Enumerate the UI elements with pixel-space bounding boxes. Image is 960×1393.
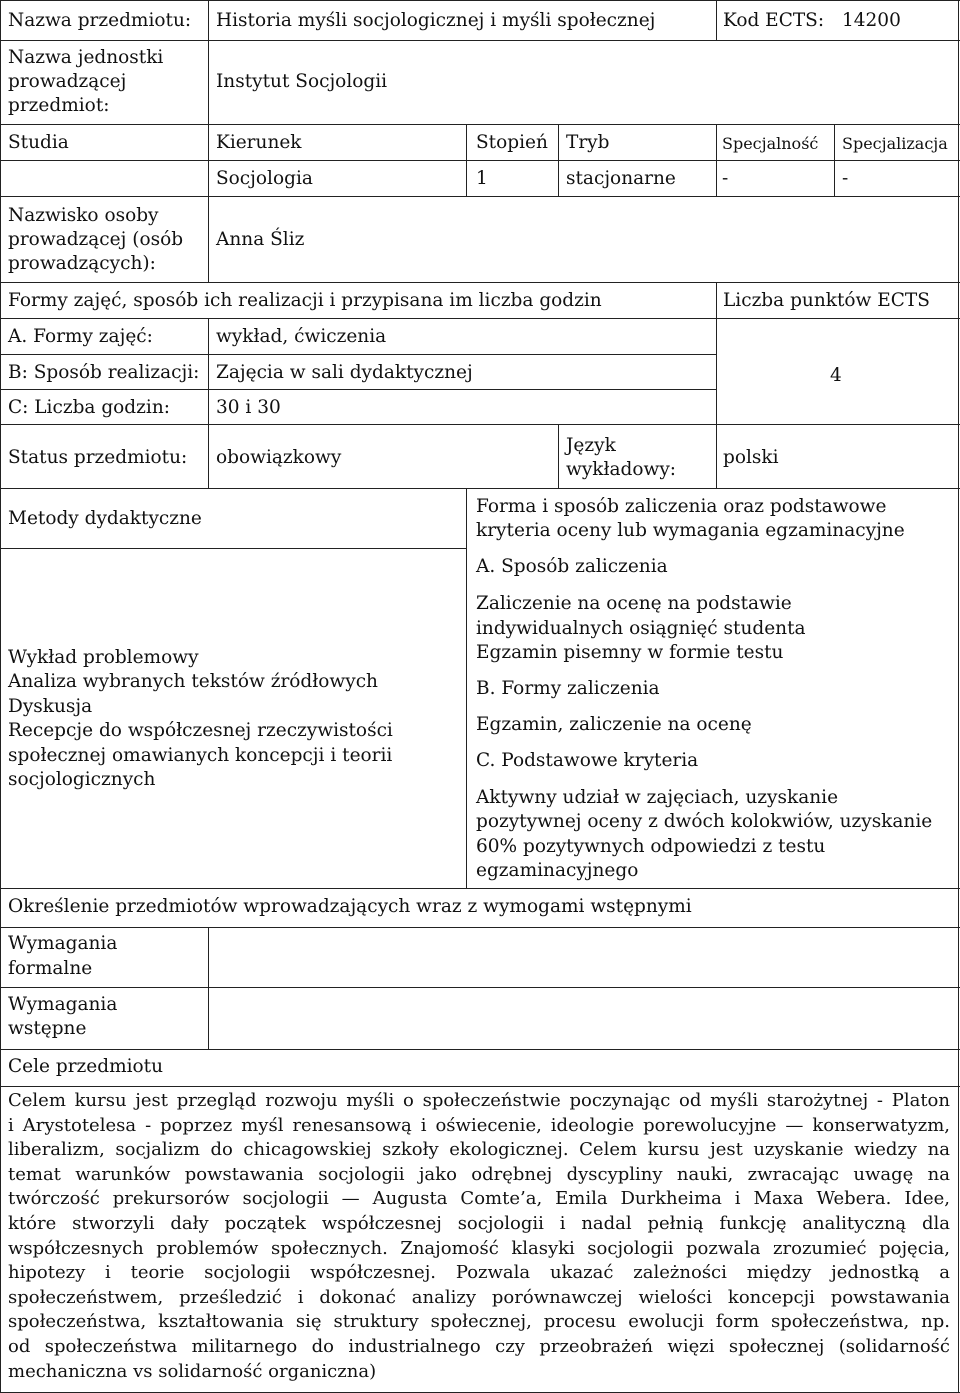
forms-a-label: A. Formy zajęć:	[8, 326, 153, 347]
ects-code-label: Kod ECTS:	[723, 10, 825, 31]
goals-line: mechaniczna vs solidarność organiczna)	[8, 1360, 377, 1382]
formal-requirements-line: Wymagania	[8, 933, 118, 954]
goals-line: i Arystotelesa - poprzez myśl renesansową i oświecenie, ideologie porewolucyjne — konserwatyzm,	[8, 1114, 950, 1136]
forms-a-value: wykład, ćwiczenia	[216, 326, 387, 347]
forms-c-label: C: Liczba godzin:	[8, 397, 170, 418]
assessment-a-line: Egzamin pisemny w formie testu	[476, 642, 784, 663]
formal-requirements-line: formalne	[8, 958, 93, 979]
list-item: społecznej omawianych koncepcji i teorii	[8, 745, 393, 766]
language-label-line: Język	[566, 435, 616, 456]
goals-line: twórczość prekursorów socjologii — Augusta Comte’a, Emila Durkheima i Maxa Webera. Idee,	[8, 1188, 950, 1210]
goals-line: od społeczeństwa militarnego do industrialnego czy przeobrażeń więzi społecznej (solidarność	[8, 1335, 950, 1357]
unit-label-line: prowadzącej	[8, 71, 127, 92]
list-item: Wykład problemowy	[8, 647, 199, 668]
lecturer-label-line: Nazwisko osoby	[8, 205, 159, 226]
initial-requirements-line: Wymagania	[8, 994, 118, 1015]
language-value: polski	[723, 447, 779, 468]
lecturer-label-line: prowadzących):	[8, 253, 156, 274]
ects-code: 14200	[842, 10, 901, 31]
goals-line: które stworzyli dały początek współczesnej socjologii i nadal pełnią funkcję analityczną dla	[8, 1212, 950, 1234]
lecturer-label-line: prowadzącej (osób	[8, 229, 184, 250]
subject-name: Historia myśli socjologicznej i myśli społecznej	[216, 10, 656, 31]
tryb-header: Tryb	[566, 132, 610, 153]
ects-points-value: 4	[830, 365, 842, 386]
specjalizacja-value: -	[842, 168, 849, 189]
assessment-c-line: Aktywny udział w zajęciach, uzyskanie	[476, 787, 839, 808]
forms-b-value: Zajęcia w sali dydaktycznej	[216, 362, 473, 383]
prerequisites-heading: Określenie przedmiotów wprowadzających wraz z wymogami wstępnymi	[8, 896, 692, 917]
assessment-heading-line: kryteria oceny lub wymagania egzaminacyjne	[476, 520, 905, 541]
stopien-value: 1	[476, 168, 488, 189]
forms-b-label: B: Sposób realizacji:	[8, 362, 200, 383]
kierunek-value: Socjologia	[216, 168, 313, 189]
assessment-b-value: Egzamin, zaliczenie na ocenę	[476, 714, 752, 735]
assessment-c-line: egzaminacyjnego	[476, 860, 639, 881]
assessment-a-line: Zaliczenie na ocenę na podstawie	[476, 593, 792, 614]
unit-label-line: Nazwa jednostki	[8, 47, 164, 68]
kierunek-header: Kierunek	[216, 132, 302, 153]
forms-c-value: 30 i 30	[216, 397, 281, 418]
unit-value: Instytut Socjologii	[216, 71, 388, 92]
goals-line: społeczeństwa, kształtowania się struktury społecznej, procesu ewolucji form społeczeństwa, np.	[8, 1311, 950, 1333]
goals-paragraph	[8, 1089, 950, 1384]
goals-line: hipotezy i teorie socjologii współczesnej. Pozwala ukazać zależności między jednostką a	[8, 1262, 950, 1284]
assessment-b-heading: B. Formy zaliczenia	[476, 678, 660, 699]
list-item: socjologicznych	[8, 769, 156, 790]
goals-heading: Cele przedmiotu	[8, 1056, 164, 1077]
assessment-c-line: 60% pozytywnych odpowiedzi z testu	[476, 836, 826, 857]
unit-label-line: przedmiot:	[8, 95, 110, 116]
forms-heading: Formy zajęć, sposób ich realizacji i przypisana im liczba godzin	[8, 290, 602, 311]
tryb-value: stacjonarne	[566, 168, 676, 189]
ects-points-heading: Liczba punktów ECTS	[723, 290, 930, 311]
initial-requirements-line: wstępne	[8, 1018, 87, 1039]
goals-line: temat warunków powstawania socjologii jako odrębnej dyscypliny nauki, zwracając uwagę na	[8, 1163, 950, 1185]
subject-name-label: Nazwa przedmiotu:	[8, 10, 192, 31]
assessment-a-line: indywidualnych osiągnięć studenta	[476, 618, 806, 639]
studia-header: Studia	[8, 132, 69, 153]
goals-line: społeczeństwem, prześledzić i dokonać analizy porównawczej wielości koncepcji powstawania	[8, 1286, 950, 1308]
assessment-heading-line: Forma i sposób zaliczenia oraz podstawowe	[476, 496, 887, 517]
goals-line: współczesnych problemów społecznych. Znajomość klasyki socjologii pozwala zrozumieć pojęcia,	[8, 1237, 950, 1259]
specjalizacja-header: Specjalizacja	[842, 134, 948, 153]
status-label: Status przedmiotu:	[8, 447, 188, 468]
assessment-a-heading: A. Sposób zaliczenia	[476, 556, 668, 577]
lecturer-name: Anna Śliz	[216, 229, 305, 250]
goals-line: Celem kursu jest przegląd rozwoju myśli o społeczeństwie poczynając od myśli starożytnej - Platon	[8, 1090, 950, 1111]
assessment-c-heading: C. Podstawowe kryteria	[476, 750, 699, 771]
assessment-c-line: pozytywnej oceny z dwóch kolokwiów, uzyskanie	[476, 811, 933, 832]
language-label-line: wykładowy:	[566, 459, 677, 480]
goals-line: liberalizm, socjalizm do chicagowskiej szkoły ekologicznej. Celem kursu jest uzyskanie wiedzy na	[8, 1139, 950, 1161]
list-item: Analiza wybranych tekstów źródłowych	[8, 671, 378, 692]
specjalnosc-header: Specjalność	[722, 134, 819, 153]
list-item: Recepcje do współczesnej rzeczywistości	[8, 720, 393, 741]
list-item: Dyskusja	[8, 696, 93, 717]
specjalnosc-value: -	[722, 168, 729, 189]
stopien-header: Stopień	[476, 132, 548, 153]
status-value: obowiązkowy	[216, 447, 342, 468]
methods-heading: Metody dydaktyczne	[8, 508, 202, 529]
